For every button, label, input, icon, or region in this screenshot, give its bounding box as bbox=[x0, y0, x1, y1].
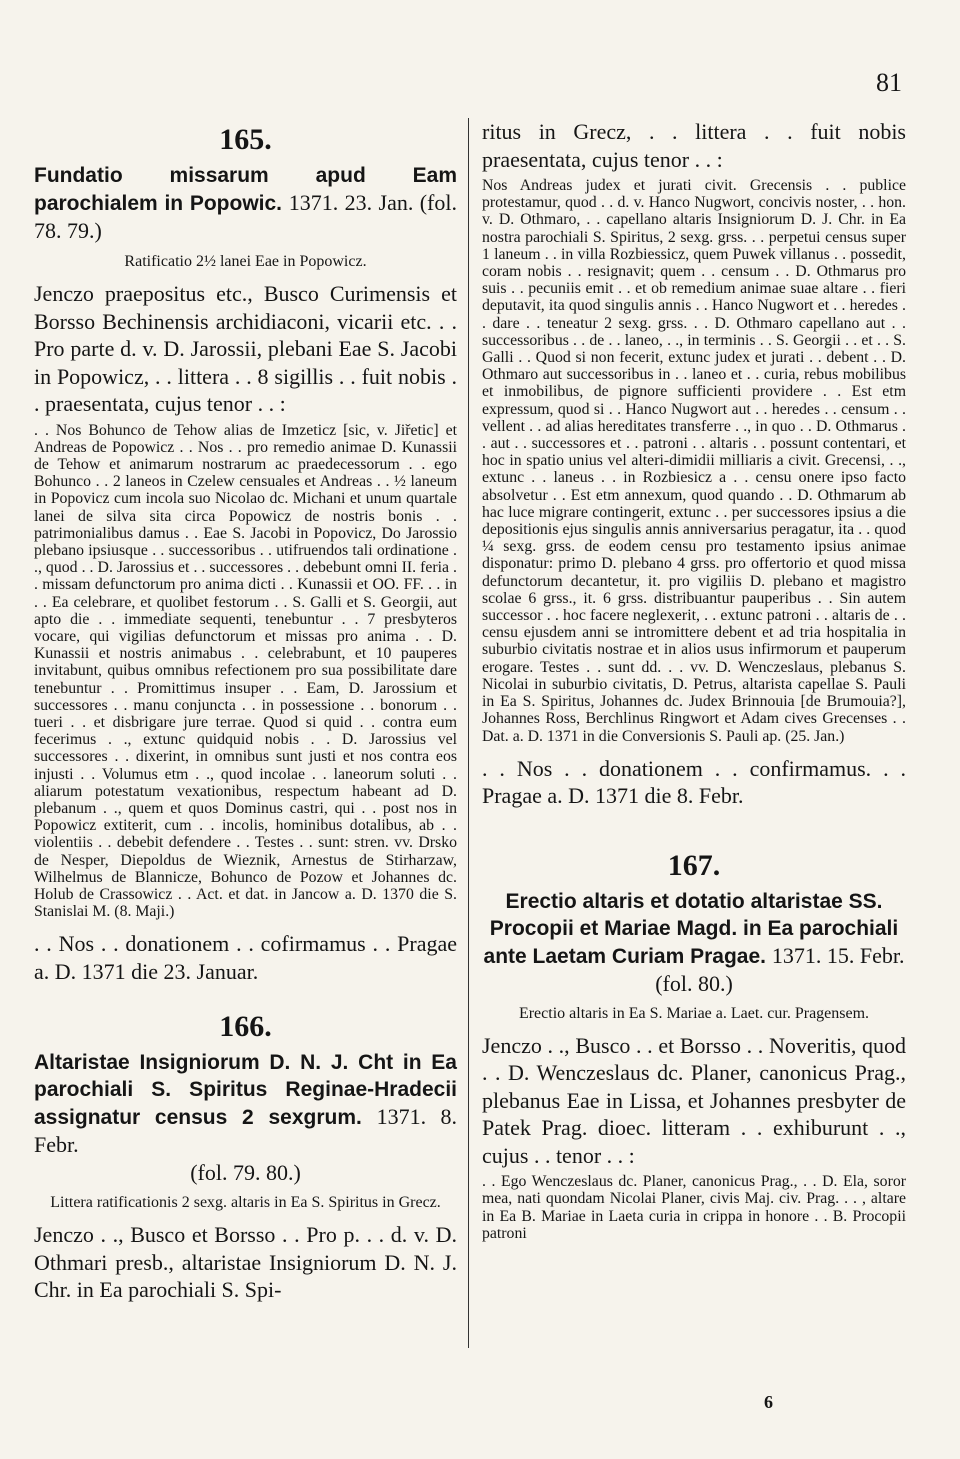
section-166-date: 1371. 8. Febr. bbox=[34, 1104, 457, 1158]
section-166-continuation: ritus in Grecz, . . littera . . fuit nobis praesentata, cujus tenor . . : bbox=[482, 119, 906, 172]
section-167-date: 1371. 15. Febr. bbox=[771, 942, 905, 968]
section-165-intro: Jenczo praepositus etc., Busco Curimensis et Borsso Bechinensis archidiaconi, vicarii etc. . . Pro parte d. v. D. Jarossii, plebani Eae S. Jacobi in Popowicz, . . littera . . 8 sigillis . . fuit nobis . . praesentata, cujus tenor . . : bbox=[34, 281, 457, 416]
section-165-title-text: Fundatio missarum apud Eam parochialem in Popowic. bbox=[34, 164, 457, 215]
section-166-title-text: Altaristae Insigniorum D. N. J. Cht in Ea parochiali S. Spiritus Reginae-Hradecii assignatur census 2 sexgrum. bbox=[34, 1051, 457, 1130]
section-167-folio: (fol. 80.) bbox=[655, 970, 733, 996]
section-165-number: 165. bbox=[219, 123, 272, 156]
right-column bbox=[482, 118, 906, 1242]
section-167-title bbox=[482, 888, 906, 970]
section-166-title bbox=[34, 1049, 457, 1159]
section-166-folio: (fol. 79. 80.) bbox=[190, 1160, 301, 1186]
section-167-intro: Jenczo . ., Busco . . et Borsso . . Noveritis, quod . . D. Wenczeslaus dc. Planer, canonicus Prag., plebanus Eae in Lissa, et Johannes presbyter de Patek Prag. dioec. litteram . . exhiburunt . ., cujus . . tenor . . : bbox=[482, 1032, 906, 1168]
section-167-number: 167. bbox=[667, 848, 721, 882]
left-column bbox=[34, 118, 457, 1304]
section-166-number: 166. bbox=[219, 1010, 272, 1044]
section-165-date: 1371. 23. Jan. (fol. 78. 79.) bbox=[34, 190, 457, 243]
section-166-intro: Jenczo . ., Busco et Borsso . . Pro p. . . d. v. D. Othmari presb., altaristae Insigniorum D. N. J. Chr. in Ea parochiali S. Spi- bbox=[34, 1222, 457, 1303]
section-167-note: Erectio altaris in Ea S. Mariae a. Laet. cur. Pragensem. bbox=[518, 1004, 870, 1022]
section-166-body: Nos Andreas judex et jurati civit. Grecensis . . publice protestamur, quod . . d. v. Hanco Nugwort, concivis noster, . . hon. v. D. Othmaro, . . capellano altaris Insigniorum D. J. Chr. in Ea nostra parochiali S. Spiritus, 2 sexg. grss. . . perpetui census super 1 laneum . . in villa Rozbiessicz, quem Puwek villanus . . possedit, coram nobis . . resignavit; quem . . censum . . D. Othmarus pro suis . . pecuniis emit . . et ob remedium animae suae altare . . fieri deputavit, ita quod singulis annis . . Hanco Nugwort et . . heredes . . dare . . teneatur 2 sexg. grss. . . D. Othmaro capellano aut . . successoribus . . de . . laneo, . ., in terminis . . S. Georgii . . et . . S. Galli . . Quod si non fecerit, extunc judex et jurati . . debent . . D. Othmaro aut successoribus in . . laneo et . . curia, rebus mobilibus et inmobilibus, de pignore sufficienti providere . . Est etm expressum, quod si . . Hanco Nugwort aut . . heredes . . censum . . vellent . . ad alias hereditates transferre . ., in quo . . D. Othmarus . . aut . . successores et . . patroni . . altaris . . possunt contentari, et hoc in spatio unius vel alteri-dimidii milliaris a civit. Grecensi, . ., extunc . . laneus . . in Rozbiesicz a . . censu onere ipso facto absolvetur . . Est etm annexum, quod quando . . D. Othmarum ab hac luce migrare contingerit, extunc . . per successores ipsius a die depositionis ejus singulis annis anniversarius peragatur, ita . . quod ¼ sexg. grss. de eodem censu pro testamento ipsius animae disponatur: primo D. plebano 4 grss. pro offertorio et quod missa defunctorum decantetur, it. pro vigiliis D. plebano et magistro scolae 6 grss., it. 6 grss. distribuantur pauperibus . . Sin autem successor . . hoc facere neglexerit, . . extunc patroni . . altaris de . . censu ejusdem anni se intromittere debent et ad tria hospitalia in suburbio civitatis nostrae et in alios usus infirmorum et pauperum erogare. Testes . . sunt dd. . . vv. D. Wenczeslaus, plebanus S. Nicolai in suburbio civitatis, D. Petrus, altarista capellae S. Pauli in Ea S. Spiritus, Johannes dc. Judex Brinnouia [de Brumouia?], Johannes Ross, Berchlinus Ringwort et Adam cives Grecenses . . Dat. a. D. 1371 in die Conversionis S. Pauli ap. (25. Jan.) bbox=[482, 177, 906, 745]
section-165-title bbox=[34, 162, 457, 245]
section-166-closing: . . Nos . . donationem . . confirmamus. . . Pragae a. D. 1371 die 8. Febr. bbox=[482, 755, 906, 809]
section-167-body: . . Ego Wenczeslaus dc. Planer, canonicus Prag., . . D. Ela, soror mea, nati quondam Nicolai Planer, civis Maj. civ. Prag. . . , altare in Ea B. Mariae in Laeta curia in crippa in honore . . B. Procopii patroni bbox=[482, 1173, 906, 1242]
sheet-signature: 6 bbox=[764, 1392, 773, 1412]
column-divider bbox=[468, 118, 469, 1348]
section-165-note: Ratificatio 2½ lanei Eae in Popowicz. bbox=[124, 253, 367, 270]
section-165-body: . . Nos Bohunco de Tehow alias de Imzeticz [sic, v. Jiřetic] et Andreas de Popowicz . . Nos . . pro remedio animae D. Kunassii de Tehow et animarum nostrarum ac praedecessorum . . ego Bohunco . . 2 laneos in Czelew censuales et Andreas . . ½ laneum in Popovicz cum incola suo Nicolao dc. Michani et unum quartale lanei de silva sita circa Popowicz de nostris bonis . . patrimonialibus damus . . Eae S. Jacobi in Popovicz, Do Jarossio plebano ipsiusque . . successoribus . . utifruendos tali ordinatione . ., quod . . D. Jarossius et . . successores . . debebunt omni II. feria . . missam defunctorum pro anima dicti . . Kunassii et OO. FF. . . in . . Ea celebrare, et quolibet festorum . . S. Galli et S. Georgii, aut apto die . . immediate sequenti, tenebuntur . . 7 presbyteros vocare, qui vigilias defunctorum et missas pro anima . . D. Kunassii et nostris animabus . . celebrabunt, et 10 pauperes invitabunt, quibus omnibus refectionem pro sua possibilitate dare tenebuntur . . Promittimus insuper . . Eam, D. Jarossium et successores . . manu conjuncta . . in possessione . . bonorum . . tueri . . et disbrigare jure terrae. Quod si quid . . contra eum fecerimus . ., extunc quidquid nobis . . D. Jarossius vel successores . . dixerint, in omnibus sunt justi et nos contra eos injusti . . Volumus etm . ., quod incolae . . laneorum soluti . . aliarum potestatum vexationibus, respectum habeant ad D. plebanum . ., quem et quos Dominus castri, qui . . post nos in Popowicz extiterit, cum . . incolis, hominibus dotalibus, ab . . violentiis . . debebit defendere . . Testes . . sunt: stren. vv. Drsko de Nesper, Diepoldus de Wieznik, Arnestus de Stirharzaw, Wilhelmus de Blannicze, Bohunco de Pozow et Johannes dc. Holub de Crassowicz . . Act. et dat. in Jancow a. D. 1370 die S. Stanislai M. (8. Maji.) bbox=[34, 421, 457, 921]
section-167-title-text: Erectio altaris et dotatio altaristae SS. Procopii et Mariae Magd. in Ea parochiali ante Laetam Curiam Pragae. bbox=[483, 889, 899, 968]
section-166-note: Littera ratificationis 2 sexg. altaris in Ea S. Spiritus in Grecz. bbox=[50, 1194, 441, 1212]
page-number: 81 bbox=[876, 68, 902, 97]
section-165-closing: . . Nos . . donationem . . cofirmamus . . Pragae a. D. 1371 die 23. Januar. bbox=[34, 931, 457, 984]
